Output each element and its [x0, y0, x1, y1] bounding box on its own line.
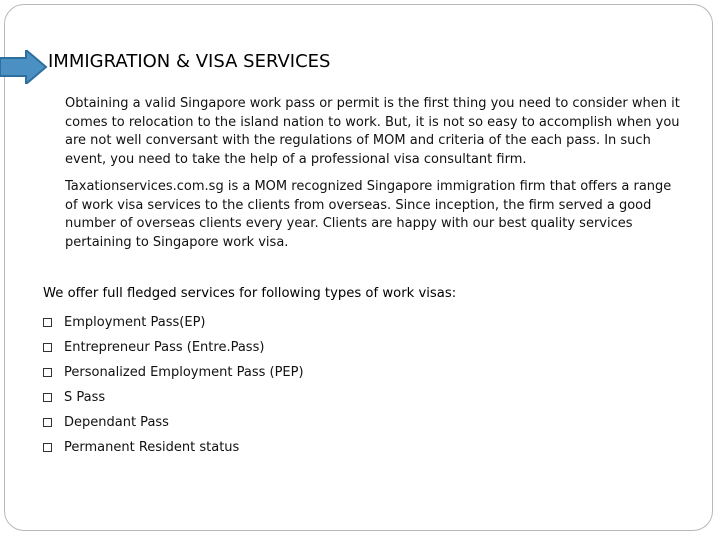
service-item-personalized-employment-pass — [43, 360, 304, 385]
service-item-employment-pass — [43, 310, 304, 335]
service-label: Employment Pass(EP) — [64, 314, 206, 330]
service-label: Dependant Pass — [64, 414, 169, 430]
service-item-s-pass — [43, 385, 304, 410]
service-item-entrepreneur-pass — [43, 335, 304, 360]
checkbox-icon — [43, 368, 52, 377]
arrow-right-icon — [0, 50, 48, 84]
checkbox-icon — [43, 418, 52, 427]
service-label: Entrepreneur Pass (Entre.Pass) — [64, 339, 265, 355]
service-label: S Pass — [64, 389, 106, 405]
service-item-permanent-resident-status — [43, 435, 304, 460]
checkbox-icon — [43, 443, 52, 452]
services-heading: We offer full fledged services for following types of work visas: — [43, 286, 457, 301]
page-title: IMMIGRATION & VISA SERVICES — [48, 51, 331, 72]
checkbox-icon — [43, 318, 52, 327]
company-paragraph: Taxationservices.com.sg is a MOM recognized Singapore immigration firm that offers a range of work visa services to the clients from overseas. Since inception, the firm served a good number of overseas clients every year. Clients are happy with our best quality services pertaining to Singapore work visa. — [65, 179, 672, 250]
service-label: Personalized Employment Pass (PEP) — [64, 364, 304, 380]
service-item-dependant-pass — [43, 410, 304, 435]
checkbox-icon — [43, 393, 52, 402]
services-list — [43, 310, 304, 460]
intro-paragraph: Obtaining a valid Singapore work pass or permit is the first thing you need to consider when it comes to relocation to the island nation to work. But, it is not so easy to accomplish when you are not well conversant with the regulations of MOM and criteria of the each pass. In such event, you need to take the help of a professional visa consultant firm. — [65, 96, 680, 167]
checkbox-icon — [43, 343, 52, 352]
service-label: Permanent Resident status — [64, 439, 240, 455]
